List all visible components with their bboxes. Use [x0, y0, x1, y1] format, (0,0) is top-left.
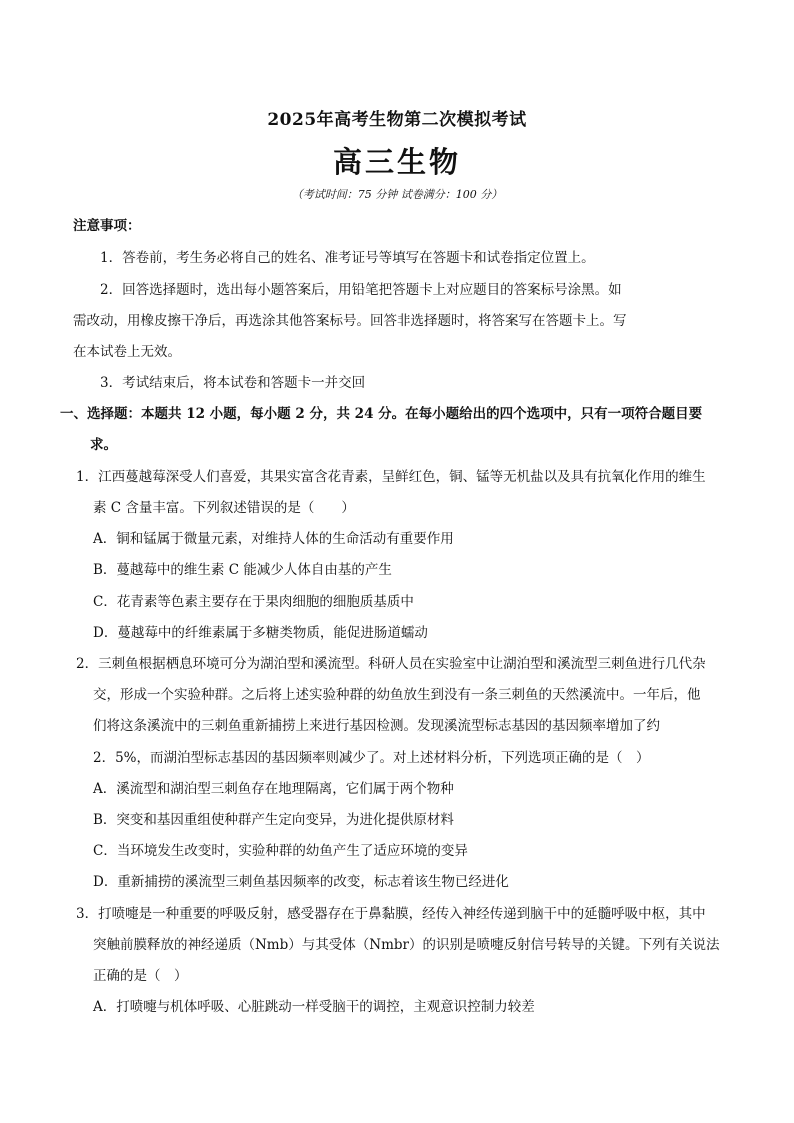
q2-stem-line-4: 2．5%，而湖泊型标志基因的基因频率则减少了。对上述材料分析，下列选项正确的是（ ） [93, 750, 650, 766]
notice-item-2-line-1: 2．回答选择题时，选出每小题答案后，用铅笔把答题卡上对应题目的答案标号涂黑。如 [100, 282, 622, 298]
q2-stem-line-1: 2．三刺鱼根据栖息环境可分为湖泊型和溪流型。科研人员在实验室中让湖泊型和溪流型三刺鱼进行几代杂 [76, 656, 706, 672]
q2-option-c: C．当环境发生改变时，实验种群的幼鱼产生了适应环境的变异 [93, 843, 468, 859]
notice-item-3: 3．考试结束后，将本试卷和答题卡一并交回 [100, 375, 366, 391]
notice-item-2-line-3: 在本试卷上无效。 [73, 344, 181, 360]
q3-stem-line-2: 突触前膜释放的神经递质（Nmb）与其受体（Nmbr）的识别是喷嚏反射信号转导的关键。下列有关说法 [93, 937, 720, 953]
section-1-heading-cont: 求。 [90, 437, 117, 453]
section-1-heading: 一、选择题：本题共 12 小题，每小题 2 分，共 24 分。在每小题给出的四个选项中，只有一项符合题目要 [60, 406, 703, 422]
q3-stem-line-1: 3．打喷嚏是一种重要的呼吸反射，感受器存在于鼻黏膜，经传入神经传递到脑干中的延髓呼吸中枢，其中 [76, 906, 706, 922]
q1-option-a: A．铜和锰属于微量元素，对维持人体的生命活动有重要作用 [93, 531, 454, 547]
q3-stem-line-3: 正确的是（ ） [93, 968, 188, 984]
q3-option-a: A．打喷嚏与机体呼吸、心脏跳动一样受脑干的调控，主观意识控制力较差 [93, 999, 535, 1015]
q2-option-b: B．突变和基因重组使种群产生定向变异，为进化提供原材料 [93, 812, 454, 828]
q2-stem-line-2: 交，形成一个实验种群。之后将上述实验种群的幼鱼放生到没有一条三刺鱼的天然溪流中。一年后，他 [93, 687, 701, 703]
exam-info: （考试时间：75 分钟 试卷满分：100 分） [291, 188, 503, 201]
q2-option-d: D．重新捕捞的溪流型三刺鱼基因频率的改变，标志着该生物已经进化 [93, 874, 509, 890]
notice-item-2-line-2: 需改动，用橡皮擦干净后，再选涂其他答案标号。回答非选择题时，将答案写在答题卡上。写 [73, 313, 627, 329]
q1-option-c: C．花青素等色素主要存在于果肉细胞的细胞质基质中 [93, 594, 414, 610]
exam-title: 2025年高考生物第二次模拟考试 [267, 110, 527, 130]
subject-title: 高三生物 [332, 145, 461, 179]
notice-item-1: 1．答卷前，考生务必将自己的姓名、准考证号等填写在答题卡和试卷指定位置上。 [100, 250, 595, 266]
notice-heading: 注意事项： [73, 218, 141, 234]
q1-option-d: D．蔓越莓中的纤维素属于多糖类物质，能促进肠道蠕动 [93, 625, 428, 641]
q1-stem-line-1: 1．江西蔓越莓深受人们喜爱，其果实富含花青素，呈鲜红色，铜、锰等无机盐以及具有抗氧化作用的维生 [76, 469, 706, 485]
q2-stem-line-3: 们将这条溪流中的三刺鱼重新捕捞上来进行基因检测。发现溪流型标志基因的基因频率增加了约 [93, 718, 660, 734]
q1-option-b: B．蔓越莓中的维生素 C 能减少人体自由基的产生 [93, 562, 392, 578]
q2-option-a: A．溪流型和湖泊型三刺鱼存在地理隔离，它们属于两个物种 [93, 781, 454, 797]
q1-stem-line-2: 素 C 含量丰富。下列叙述错误的是（ ） [93, 500, 355, 516]
